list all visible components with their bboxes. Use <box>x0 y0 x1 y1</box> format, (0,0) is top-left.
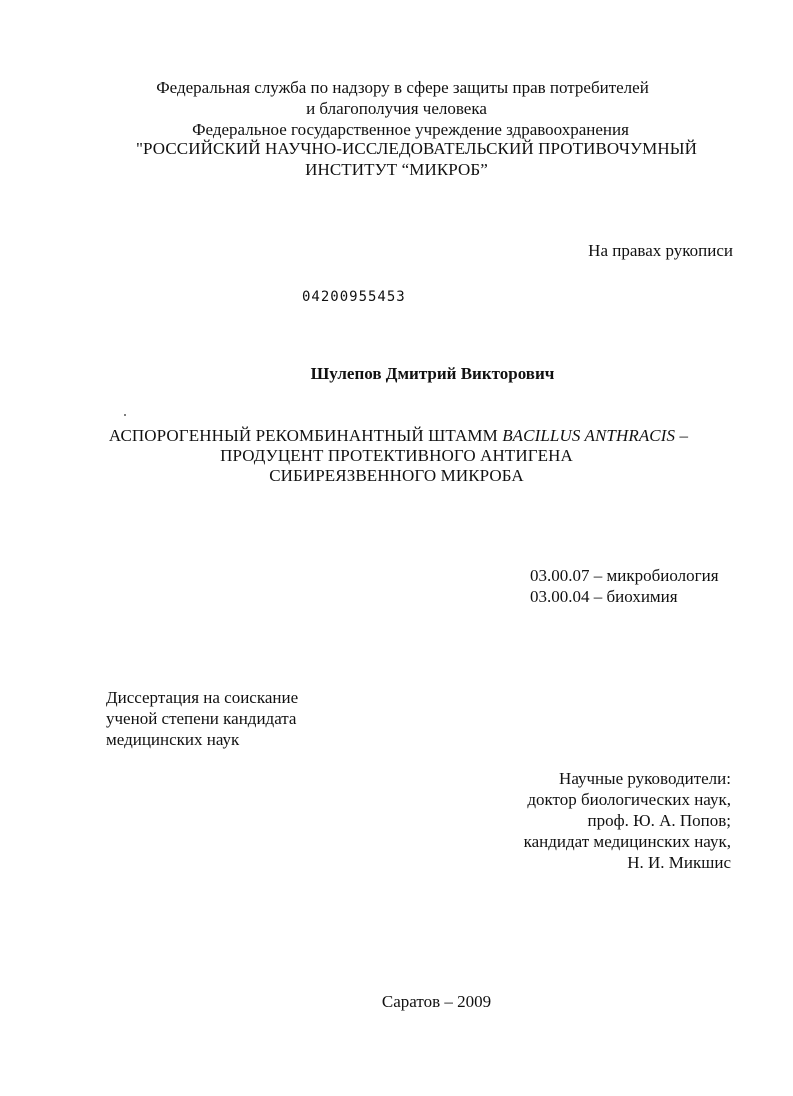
degree-line-2: ученой степени кандидата <box>106 709 297 728</box>
header-line-2: и благополучия человека <box>306 99 487 118</box>
specialty-code-1: 03.00.07 – микробиология <box>530 566 719 585</box>
header-line-1: Федеральная служба по надзору в сфере защиты прав потребителей <box>156 78 649 97</box>
degree-line-3: медицинских наук <box>106 730 240 749</box>
supervisor-1-name: проф. Ю. А. Попов; <box>587 811 731 830</box>
author-name: Шулепов Дмитрий Викторович <box>310 364 555 383</box>
dissertation-title-line-1 <box>2 426 793 446</box>
supervisor-2-degree: кандидат медицинских наук, <box>523 832 731 851</box>
header-line-5: ИНСТИТУТ “МИКРОБ” <box>305 160 488 179</box>
header-line-3: Федеральное государственное учреждение здравоохранения <box>192 120 629 139</box>
title-text-end: – <box>675 426 689 445</box>
title-text-start: АСПОРОГЕННЫЙ РЕКОМБИНАНТНЫЙ ШТАММ <box>108 426 503 445</box>
degree-line-1: Диссертация на соискание <box>106 688 299 707</box>
city-year: Саратов – 2009 <box>381 992 492 1011</box>
dissertation-title-line-3: СИБИРЕЯЗВЕННОГО МИКРОБА <box>269 466 524 485</box>
manuscript-note: На правах рукописи <box>588 241 733 260</box>
supervisor-1-degree: доктор биологических наук, <box>527 790 731 809</box>
specialty-code-2: 03.00.04 – биохимия <box>530 587 678 606</box>
scan-speck <box>124 414 126 416</box>
title-species-italic: BACILLUS ANTHRACIS <box>502 426 676 445</box>
header-line-4: "РОССИЙСКИЙ НАУЧНО-ИССЛЕДОВАТЕЛЬСКИЙ ПРОТИВОЧУМНЫЙ <box>135 139 698 158</box>
supervisor-2-name: Н. И. Микшис <box>627 853 731 872</box>
registration-number: 04200955453 <box>302 289 406 305</box>
dissertation-title-line-2: ПРОДУЦЕНТ ПРОТЕКТИВНОГО АНТИГЕНА <box>220 446 573 465</box>
supervisors-heading: Научные руководители: <box>559 769 731 788</box>
